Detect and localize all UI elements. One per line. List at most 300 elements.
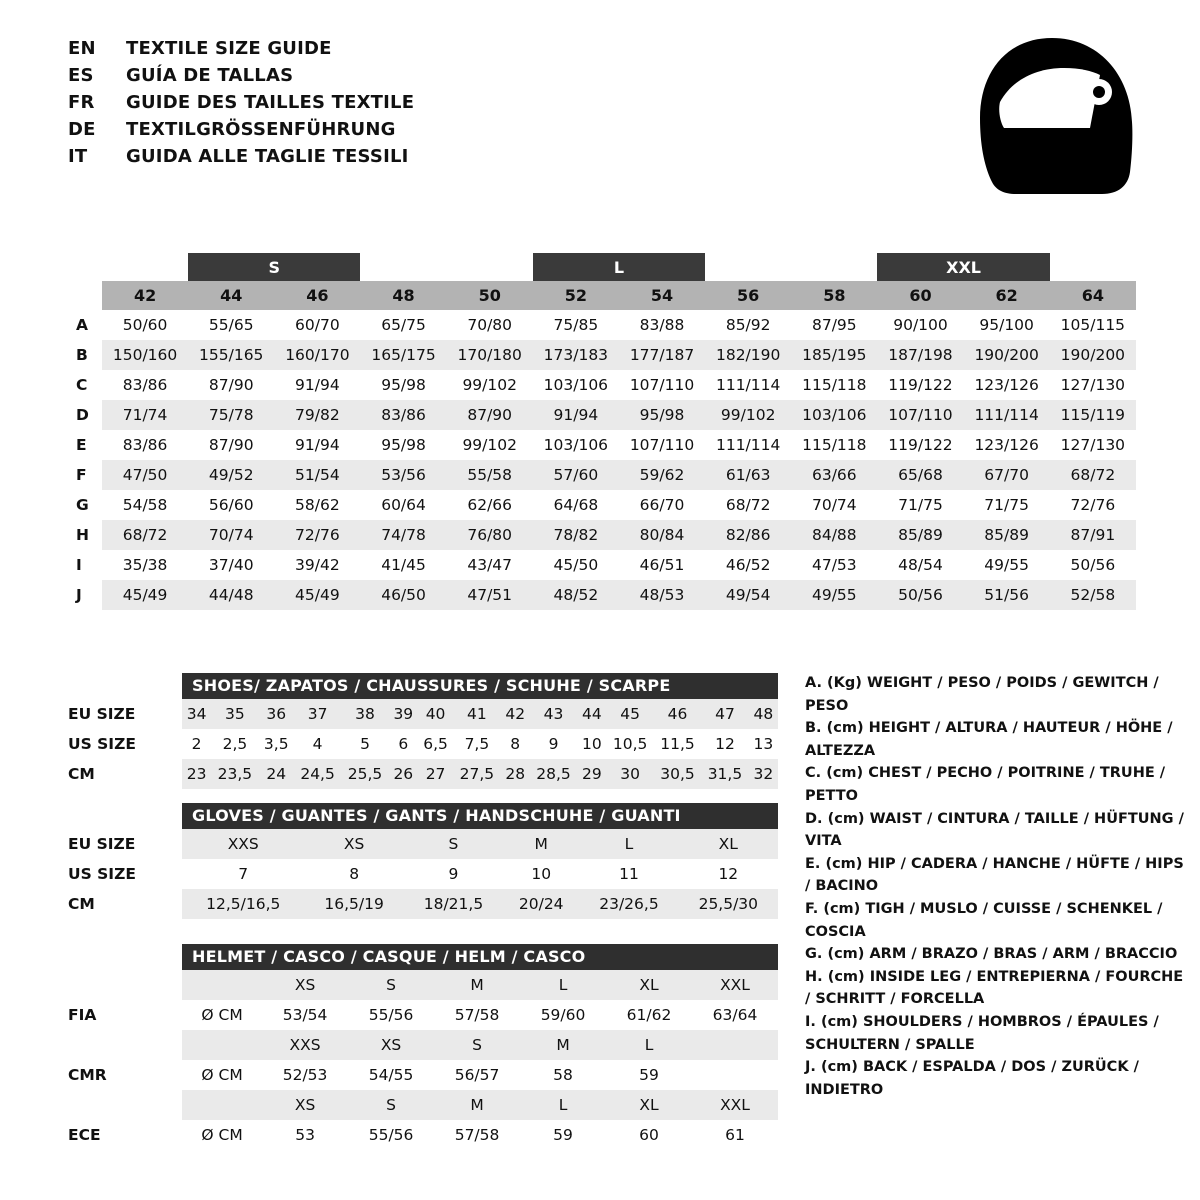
shoes-cell: 28,5 xyxy=(530,759,577,789)
gloves-cell: 23/26,5 xyxy=(579,889,678,919)
gloves-cell: 12,5/16,5 xyxy=(182,889,304,919)
measure-cell: 70/74 xyxy=(791,490,877,520)
helmet-size-cell: L xyxy=(520,1090,606,1120)
measure-cell: 82/86 xyxy=(705,520,791,550)
measure-cell: 119/122 xyxy=(877,370,963,400)
measure-row-label: A xyxy=(68,310,102,340)
shoes-cell: 23,5 xyxy=(211,759,258,789)
gloves-cell: 18/21,5 xyxy=(404,889,503,919)
helmet-value-cell: 60 xyxy=(606,1120,692,1150)
shoes-cell: 2,5 xyxy=(211,729,258,759)
measure-cell: 123/126 xyxy=(964,370,1050,400)
helmet-unit-spacer xyxy=(182,1090,262,1120)
gloves-cell: M xyxy=(503,829,579,859)
measure-cell: 50/56 xyxy=(1050,550,1136,580)
measure-cell: 165/175 xyxy=(360,340,446,370)
measure-cell: 91/94 xyxy=(533,400,619,430)
shoes-cell: 40 xyxy=(418,699,453,729)
shoes-cell: 30,5 xyxy=(654,759,701,789)
title-row-fr xyxy=(68,92,688,119)
title-text-en: TEXTILE SIZE GUIDE xyxy=(126,38,332,59)
measure-cell: 46/50 xyxy=(360,580,446,610)
helmet-value-cell: 55/56 xyxy=(348,1120,434,1150)
shoes-cell: 10,5 xyxy=(606,729,653,759)
shoes-cell: 36 xyxy=(259,699,294,729)
shoes-table-block xyxy=(68,673,778,789)
helmet-size-cell: S xyxy=(348,970,434,1000)
measure-cell: 95/98 xyxy=(360,430,446,460)
measure-cell: 111/114 xyxy=(964,400,1050,430)
measure-cell: 72/76 xyxy=(274,520,360,550)
measure-cell: 45/49 xyxy=(102,580,188,610)
gloves-title: GLOVES / GUANTES / GANTS / HANDSCHUHE / GUANTI xyxy=(182,803,778,829)
measure-cell: 68/72 xyxy=(102,520,188,550)
measure-row-label: E xyxy=(68,430,102,460)
shoes-cell: 41 xyxy=(453,699,500,729)
measure-cell: 44/48 xyxy=(188,580,274,610)
title-lang-it: IT xyxy=(68,146,88,167)
helmet-standard-row xyxy=(68,1120,778,1150)
measure-cell: 103/106 xyxy=(791,400,877,430)
size-group-blank-0 xyxy=(102,253,188,281)
measure-cell: 60/64 xyxy=(360,490,446,520)
shoes-cell: 27,5 xyxy=(453,759,500,789)
legend-item: C. (cm) CHEST / PECHO / POITRINE / TRUHE / PETTO xyxy=(805,765,1166,804)
helmet-size-cell: XXL xyxy=(692,970,778,1000)
measure-cell: 107/110 xyxy=(619,370,705,400)
measure-cell: 85/89 xyxy=(877,520,963,550)
size-column-header: 58 xyxy=(791,281,877,310)
helmet-table-block xyxy=(68,944,778,1150)
measure-cell: 52/58 xyxy=(1050,580,1136,610)
gloves-row-label: EU SIZE xyxy=(68,829,182,859)
measure-row-label: D xyxy=(68,400,102,430)
shoes-cell: 38 xyxy=(341,699,388,729)
helmet-value-cell: 57/58 xyxy=(434,1000,520,1030)
measure-cell: 95/100 xyxy=(964,310,1050,340)
helmet-table xyxy=(68,970,778,1150)
legend-item: G. (cm) ARM / BRAZO / BRAS / ARM / BRACCIO xyxy=(805,946,1178,963)
size-column-header: 42 xyxy=(102,281,188,310)
gloves-cell: XS xyxy=(304,829,403,859)
measure-cell: 111/114 xyxy=(705,370,791,400)
measure-cell: 177/187 xyxy=(619,340,705,370)
measure-cell: 65/68 xyxy=(877,460,963,490)
helmet-standard-label: CMR xyxy=(68,1060,182,1090)
measure-cell: 67/70 xyxy=(964,460,1050,490)
helmet-value-cell xyxy=(692,1060,778,1090)
measure-cell: 95/98 xyxy=(619,400,705,430)
table-row xyxy=(68,490,1136,520)
helmet-size-cell: L xyxy=(606,1030,692,1060)
measure-cell: 99/102 xyxy=(705,400,791,430)
measure-cell: 103/106 xyxy=(533,370,619,400)
gloves-cell: L xyxy=(579,829,678,859)
measure-cell: 61/63 xyxy=(705,460,791,490)
measure-cell: 111/114 xyxy=(705,430,791,460)
helmet-value-cell: 52/53 xyxy=(262,1060,348,1090)
size-group-m: M xyxy=(438,257,455,277)
helmet-size-cell: M xyxy=(520,1030,606,1060)
measure-cell: 83/86 xyxy=(360,400,446,430)
measure-cell: 90/100 xyxy=(877,310,963,340)
measure-cell: 48/52 xyxy=(533,580,619,610)
gloves-cell: 20/24 xyxy=(503,889,579,919)
measure-cell: 78/82 xyxy=(533,520,619,550)
shoes-cell: 28 xyxy=(501,759,530,789)
measure-cell: 123/126 xyxy=(964,430,1050,460)
measure-cell: 47/51 xyxy=(447,580,533,610)
helmet-size-cell: XS xyxy=(348,1030,434,1060)
shoes-row xyxy=(68,759,778,789)
measure-cell: 173/183 xyxy=(533,340,619,370)
shoes-cell: 13 xyxy=(749,729,778,759)
table-row xyxy=(68,550,1136,580)
helmet-size-header-row xyxy=(68,970,778,1000)
size-column-header: 52 xyxy=(533,281,619,310)
helmet-size-cell: M xyxy=(434,1090,520,1120)
measure-cell: 160/170 xyxy=(274,340,360,370)
helmet-value-cell: 55/56 xyxy=(348,1000,434,1030)
measure-cell: 75/85 xyxy=(533,310,619,340)
helmet-size-header-row xyxy=(68,1090,778,1120)
helmet-unit-cell: Ø CM xyxy=(182,1000,262,1030)
shoes-cell: 45 xyxy=(606,699,653,729)
measure-cell: 72/76 xyxy=(1050,490,1136,520)
helmet-value-cell: 61 xyxy=(692,1120,778,1150)
helmet-size-cell: XXL xyxy=(692,1090,778,1120)
helmet-size-header-label xyxy=(68,1030,182,1060)
title-lang-es: ES xyxy=(68,65,94,86)
title-lang-de: DE xyxy=(68,119,96,140)
measure-cell: 187/198 xyxy=(877,340,963,370)
measure-cell: 150/160 xyxy=(102,340,188,370)
helmet-value-cell: 63/64 xyxy=(692,1000,778,1030)
measure-cell: 103/106 xyxy=(533,430,619,460)
legend-item: H. (cm) INSIDE LEG / ENTREPIERNA / FOURCHE / SCHRITT / FORCELLA xyxy=(805,968,1184,1008)
measure-cell: 63/66 xyxy=(791,460,877,490)
shoes-cell: 11,5 xyxy=(654,729,701,759)
main-table-group-row xyxy=(68,253,1136,281)
measure-cell: 75/78 xyxy=(188,400,274,430)
measure-cell: 55/58 xyxy=(447,460,533,490)
gloves-row-label: CM xyxy=(68,889,182,919)
size-column-header: 50 xyxy=(447,281,533,310)
title-text-de: TEXTILGRÖSSENFÜHRUNG xyxy=(126,119,396,140)
helmet-value-cell: 58 xyxy=(520,1060,606,1090)
helmet-size-cell: XS xyxy=(262,970,348,1000)
shoes-cell: 9 xyxy=(530,729,577,759)
helmet-size-cell: M xyxy=(434,970,520,1000)
shoes-row xyxy=(68,729,778,759)
measure-cell: 119/122 xyxy=(877,430,963,460)
measure-cell: 48/54 xyxy=(877,550,963,580)
size-column-header: 54 xyxy=(619,281,705,310)
shoes-cell: 23 xyxy=(182,759,211,789)
measure-cell: 62/66 xyxy=(447,490,533,520)
measure-cell: 56/60 xyxy=(188,490,274,520)
measure-cell: 74/78 xyxy=(360,520,446,550)
measure-cell: 87/90 xyxy=(188,370,274,400)
gloves-row xyxy=(68,829,778,859)
shoes-cell: 44 xyxy=(577,699,606,729)
measure-row-label: G xyxy=(68,490,102,520)
shoes-cell: 6 xyxy=(389,729,418,759)
shoes-cell: 47 xyxy=(701,699,748,729)
measure-cell: 46/51 xyxy=(619,550,705,580)
measure-cell: 127/130 xyxy=(1050,430,1136,460)
measure-cell: 45/50 xyxy=(533,550,619,580)
helmet-size-header-label xyxy=(68,970,182,1000)
table-row xyxy=(68,310,1136,340)
shoes-cell: 10 xyxy=(577,729,606,759)
gloves-row xyxy=(68,859,778,889)
measure-cell: 71/74 xyxy=(102,400,188,430)
helmet-unit-spacer xyxy=(182,1030,262,1060)
measure-row-label: C xyxy=(68,370,102,400)
shoes-cell: 32 xyxy=(749,759,778,789)
shoes-row-label: CM xyxy=(68,759,182,789)
measure-cell: 53/56 xyxy=(360,460,446,490)
measure-cell: 51/54 xyxy=(274,460,360,490)
legend-item: B. (cm) HEIGHT / ALTURA / HAUTEUR / HÖHE / ALTEZZA xyxy=(805,720,1173,759)
shoes-table xyxy=(68,699,778,789)
gloves-cell: 9 xyxy=(404,859,503,889)
measure-cell: 58/62 xyxy=(274,490,360,520)
measure-cell: 59/62 xyxy=(619,460,705,490)
measure-cell: 60/70 xyxy=(274,310,360,340)
title-text-it: GUIDA ALLE TAGLIE TESSILI xyxy=(126,146,409,167)
measure-cell: 57/60 xyxy=(533,460,619,490)
helmet-value-cell: 59/60 xyxy=(520,1000,606,1030)
title-lang-en: EN xyxy=(68,38,96,59)
shoes-cell: 26 xyxy=(389,759,418,789)
shoes-cell: 29 xyxy=(577,759,606,789)
shoes-cell: 6,5 xyxy=(418,729,453,759)
measure-row-label: J xyxy=(68,580,102,610)
measure-cell: 47/50 xyxy=(102,460,188,490)
gloves-cell: 16,5/19 xyxy=(304,889,403,919)
size-group-xl: XL xyxy=(779,257,803,277)
shoes-cell: 34 xyxy=(182,699,211,729)
measure-cell: 49/55 xyxy=(791,580,877,610)
measure-row-label: F xyxy=(68,460,102,490)
legend-item: I. (cm) SHOULDERS / HOMBROS / ÉPAULES / SCHULTERN / SPALLE xyxy=(805,1013,1159,1053)
title-block xyxy=(68,38,688,173)
title-row-en xyxy=(68,38,688,65)
measure-cell: 68/72 xyxy=(705,490,791,520)
measure-cell: 185/195 xyxy=(791,340,877,370)
title-row-es xyxy=(68,65,688,92)
shoes-row-label: US SIZE xyxy=(68,729,182,759)
shoes-title: SHOES/ ZAPATOS / CHAUSSURES / SCHUHE / SCARPE xyxy=(182,673,778,699)
size-column-header: 44 xyxy=(188,281,274,310)
measure-cell: 35/38 xyxy=(102,550,188,580)
measure-cell: 83/86 xyxy=(102,430,188,460)
size-column-header: 48 xyxy=(360,281,446,310)
helmet-value-cell: 53/54 xyxy=(262,1000,348,1030)
table-row xyxy=(68,580,1136,610)
table-row xyxy=(68,460,1136,490)
measure-cell: 64/68 xyxy=(533,490,619,520)
measure-cell: 99/102 xyxy=(447,370,533,400)
size-column-header: 56 xyxy=(705,281,791,310)
helmet-size-cell: XXS xyxy=(262,1030,348,1060)
gloves-cell: 10 xyxy=(503,859,579,889)
shoes-cell: 30 xyxy=(606,759,653,789)
helmet-size-cell: S xyxy=(434,1030,520,1060)
measure-cell: 51/56 xyxy=(964,580,1050,610)
helmet-value-cell: 57/58 xyxy=(434,1120,520,1150)
measure-cell: 65/75 xyxy=(360,310,446,340)
main-table-header-row xyxy=(68,281,1136,310)
measure-row-label: I xyxy=(68,550,102,580)
measure-cell: 66/70 xyxy=(619,490,705,520)
measure-cell: 37/40 xyxy=(188,550,274,580)
size-column-header: 60 xyxy=(877,281,963,310)
size-column-header: 64 xyxy=(1050,281,1136,310)
legend-item: J. (cm) BACK / ESPALDA / DOS / ZURÜCK / INDIETRO xyxy=(805,1059,1139,1098)
gloves-cell: 11 xyxy=(579,859,678,889)
measure-cell: 45/49 xyxy=(274,580,360,610)
measure-cell: 115/118 xyxy=(791,370,877,400)
shoes-cell: 46 xyxy=(654,699,701,729)
gloves-cell: 7 xyxy=(182,859,304,889)
shoes-cell: 4 xyxy=(294,729,341,759)
helmet-value-cell: 61/62 xyxy=(606,1000,692,1030)
measure-cell: 71/75 xyxy=(964,490,1050,520)
measure-cell: 71/75 xyxy=(877,490,963,520)
title-lang-fr: FR xyxy=(68,92,95,113)
measure-cell: 39/42 xyxy=(274,550,360,580)
measure-cell: 87/95 xyxy=(791,310,877,340)
measure-cell: 91/94 xyxy=(274,430,360,460)
title-text-es: GUÍA DE TALLAS xyxy=(126,65,294,86)
helmet-size-cell: XS xyxy=(262,1090,348,1120)
gloves-table xyxy=(68,829,778,919)
measure-cell: 95/98 xyxy=(360,370,446,400)
shoes-cell: 42 xyxy=(501,699,530,729)
gloves-cell: S xyxy=(404,829,503,859)
measure-cell: 50/56 xyxy=(877,580,963,610)
helmet-standard-label: FIA xyxy=(68,1000,182,1030)
shoes-cell: 2 xyxy=(182,729,211,759)
helmet-size-cell: XL xyxy=(606,970,692,1000)
shoes-cell: 37 xyxy=(294,699,341,729)
measure-cell: 99/102 xyxy=(447,430,533,460)
measure-cell: 107/110 xyxy=(619,430,705,460)
size-column-header: 62 xyxy=(964,281,1050,310)
legend-item: D. (cm) WAIST / CINTURA / TAILLE / HÜFTUNG / VITA xyxy=(805,810,1184,850)
helmet-standard-row xyxy=(68,1060,778,1090)
helmet-standard-row xyxy=(68,1000,778,1030)
measure-cell: 87/91 xyxy=(1050,520,1136,550)
helmet-icon xyxy=(952,30,1152,210)
measure-cell: 76/80 xyxy=(447,520,533,550)
table-row xyxy=(68,340,1136,370)
helmet-unit-cell: Ø CM xyxy=(182,1120,262,1150)
measure-cell: 47/53 xyxy=(791,550,877,580)
gloves-table-block xyxy=(68,803,778,919)
gloves-cell: 25,5/30 xyxy=(679,889,778,919)
legend-item: A. (Kg) WEIGHT / PESO / POIDS / GEWITCH / PESO xyxy=(805,675,1159,714)
helmet-size-cell: XL xyxy=(606,1090,692,1120)
shoes-cell: 48 xyxy=(749,699,778,729)
size-group-s: S xyxy=(188,253,360,281)
measure-cell: 91/94 xyxy=(274,370,360,400)
measure-cell: 182/190 xyxy=(705,340,791,370)
shoes-cell: 3,5 xyxy=(259,729,294,759)
shoes-row-label: EU SIZE xyxy=(68,699,182,729)
measure-cell: 87/90 xyxy=(188,430,274,460)
measure-cell: 54/58 xyxy=(102,490,188,520)
measure-cell: 115/119 xyxy=(1050,400,1136,430)
measure-cell: 155/165 xyxy=(188,340,274,370)
table-row xyxy=(68,400,1136,430)
group-row-spacer xyxy=(68,253,102,281)
gloves-row xyxy=(68,889,778,919)
shoes-cell: 12 xyxy=(701,729,748,759)
gloves-cell: XL xyxy=(679,829,778,859)
shoes-cell: 39 xyxy=(389,699,418,729)
measure-cell: 49/54 xyxy=(705,580,791,610)
measure-cell: 80/84 xyxy=(619,520,705,550)
title-text-fr: GUIDE DES TAILLES TEXTILE xyxy=(126,92,415,113)
header-row-spacer xyxy=(68,281,102,310)
measure-cell: 70/74 xyxy=(188,520,274,550)
size-column-header: 46 xyxy=(274,281,360,310)
helmet-size-cell: S xyxy=(348,1090,434,1120)
measure-cell: 83/88 xyxy=(619,310,705,340)
measure-cell: 127/130 xyxy=(1050,370,1136,400)
legend-item: E. (cm) HIP / CADERA / HANCHE / HÜFTE / HIPS / BACINO xyxy=(805,855,1184,895)
shoes-cell: 24,5 xyxy=(294,759,341,789)
measure-cell: 84/88 xyxy=(791,520,877,550)
measure-cell: 41/45 xyxy=(360,550,446,580)
shoes-cell: 43 xyxy=(530,699,577,729)
helmet-size-cell: L xyxy=(520,970,606,1000)
measure-cell: 115/118 xyxy=(791,430,877,460)
measure-cell: 48/53 xyxy=(619,580,705,610)
size-group-blank-6 xyxy=(1050,253,1136,281)
gloves-cell: 12 xyxy=(679,859,778,889)
measure-cell: 170/180 xyxy=(447,340,533,370)
size-group-xxl: XXL xyxy=(877,253,1049,281)
helmet-size-cell xyxy=(692,1030,778,1060)
helmet-value-cell: 56/57 xyxy=(434,1060,520,1090)
helmet-size-header-label xyxy=(68,1090,182,1120)
measure-cell: 55/65 xyxy=(188,310,274,340)
measure-cell: 46/52 xyxy=(705,550,791,580)
shoes-cell: 5 xyxy=(341,729,388,759)
shoes-cell: 8 xyxy=(501,729,530,759)
shoes-row xyxy=(68,699,778,729)
measure-cell: 107/110 xyxy=(877,400,963,430)
legend-item: F. (cm) TIGH / MUSLO / CUISSE / SCHENKEL / COSCIA xyxy=(805,900,1163,940)
helmet-value-cell: 53 xyxy=(262,1120,348,1150)
measure-cell: 49/55 xyxy=(964,550,1050,580)
legend-list xyxy=(805,672,1185,1101)
shoes-cell: 31,5 xyxy=(701,759,748,789)
gloves-cell: XXS xyxy=(182,829,304,859)
measure-cell: 190/200 xyxy=(964,340,1050,370)
measure-row-label: H xyxy=(68,520,102,550)
gloves-cell: 8 xyxy=(304,859,403,889)
measure-cell: 190/200 xyxy=(1050,340,1136,370)
helmet-title: HELMET / CASCO / CASQUE / HELM / CASCO xyxy=(182,944,778,970)
helmet-unit-cell: Ø CM xyxy=(182,1060,262,1090)
title-row-it xyxy=(68,146,688,173)
